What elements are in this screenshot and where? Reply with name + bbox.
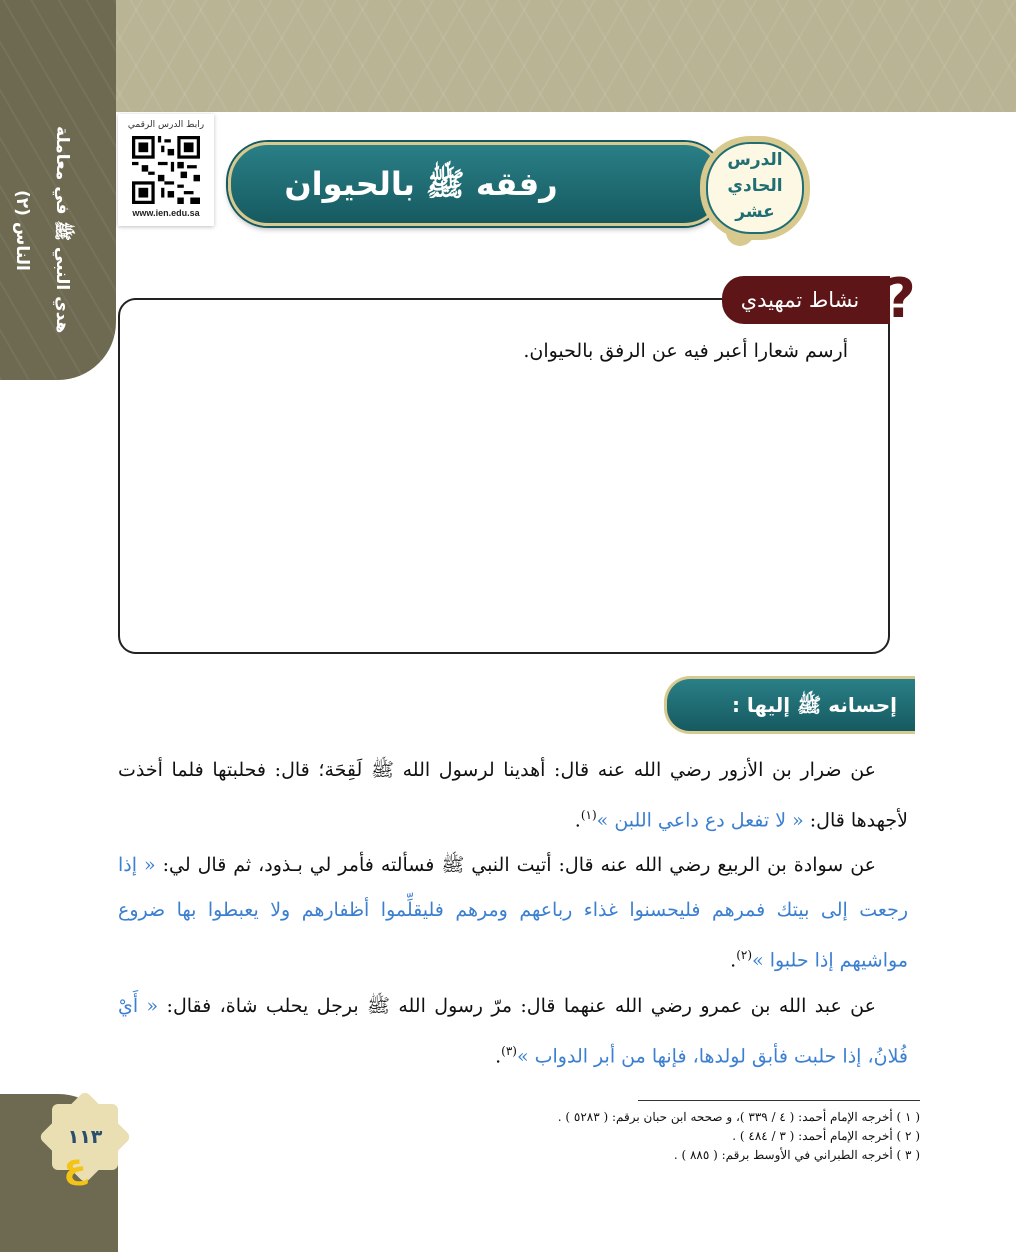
period: . [730,949,737,972]
qr-url[interactable]: www.ien.edu.sa [132,208,200,218]
unit-title: هدي النبي ﷺ في معاملة الناس (٢) [12,126,72,334]
side-strip [0,0,116,380]
qr-card[interactable] [118,114,214,226]
lesson-title: رفقه ﷺ بالحيوان [284,165,558,203]
lesson-label: الدرس [727,150,783,170]
hadith-paragraph [118,984,908,1079]
qr-label: رابط الدرس الرقمي [127,120,205,130]
lesson-ordinal-suffix: عشر [735,202,775,222]
lesson-ordinal: الحادي [727,176,783,196]
question-mark-icon: ? [884,267,916,330]
footnotes [300,1108,920,1165]
period: . [574,809,581,832]
narration-text: عن عبد الله بن عمرو رضي الله عنهما قال: مرّ رسول الله ﷺ برجل يحلب شاة، فقال: [158,994,876,1017]
hadith-quote: « أَيْ فُلانُ، إذا حلبت فأبق لولدها، فإنها من أبر الدواب » [118,994,908,1067]
header-pattern [0,0,1016,112]
qr-code-icon[interactable] [132,136,200,204]
hadith-paragraph [118,843,908,983]
footnote-ref[interactable]: (٢) [736,948,753,963]
hadith-quote: « إذا رجعت إلى بيتك فمرهم فليحسنوا غذاء رباعهم ومرهم فليقلِّموا أظفارهم ولا يعبطوا بها ضروع مواشيهم إذا حلبوا » [118,854,908,972]
footnote-item: ( ١ ) أخرجه الإمام أحمد: ( ٤ / ٣٣٩ )، و صححه ابن حبان برقم: ( ٥٢٨٣ ) . [557,1110,920,1124]
footnote-item: ( ٣ ) أخرجه الطبراني في الأوسط برقم: ( ٨٨٥ ) . [673,1148,920,1162]
footnote-ref[interactable]: (١) [580,808,597,822]
footnote-divider [638,1100,920,1101]
lesson-body [118,748,908,1079]
activity-tag-label: نشاط تمهيدي [740,288,860,312]
lesson-number-badge [700,136,810,240]
section-title: إحسانه ﷺ إليها : [731,693,897,717]
activity-tag [722,276,890,324]
activity-prompt: أرسم شعارا أعبر فيه عن الرفق بالحيوان. [523,340,848,362]
footnote-item: ( ٢ ) أخرجه الإمام أحمد: ( ٣ / ٤٨٤ ) . [732,1129,920,1143]
publisher-logo-icon: ع [63,1146,87,1186]
period: . [495,1044,502,1067]
hadith-paragraph [118,748,908,843]
narration-text: عن ضرار بن الأزور رضي الله عنه قال: أهدينا لرسول الله ﷺ لَقِحَة؛ قال: فحلبتها فلما أخذت لأجهدها قال: [118,759,908,832]
lesson-title-banner [228,142,724,226]
footnote-ref[interactable]: (٣) [501,1043,517,1058]
narration-text: عن سوادة بن الربيع رضي الله عنه قال: أتيت النبي ﷺ فسألته فأمر لي بـذود، ثم قال لي: [155,854,876,877]
hadith-quote: « لا تفعل دع داعي اللبن » [596,809,804,832]
section-banner [664,676,915,734]
page-number: ١١٣ [67,1126,103,1148]
